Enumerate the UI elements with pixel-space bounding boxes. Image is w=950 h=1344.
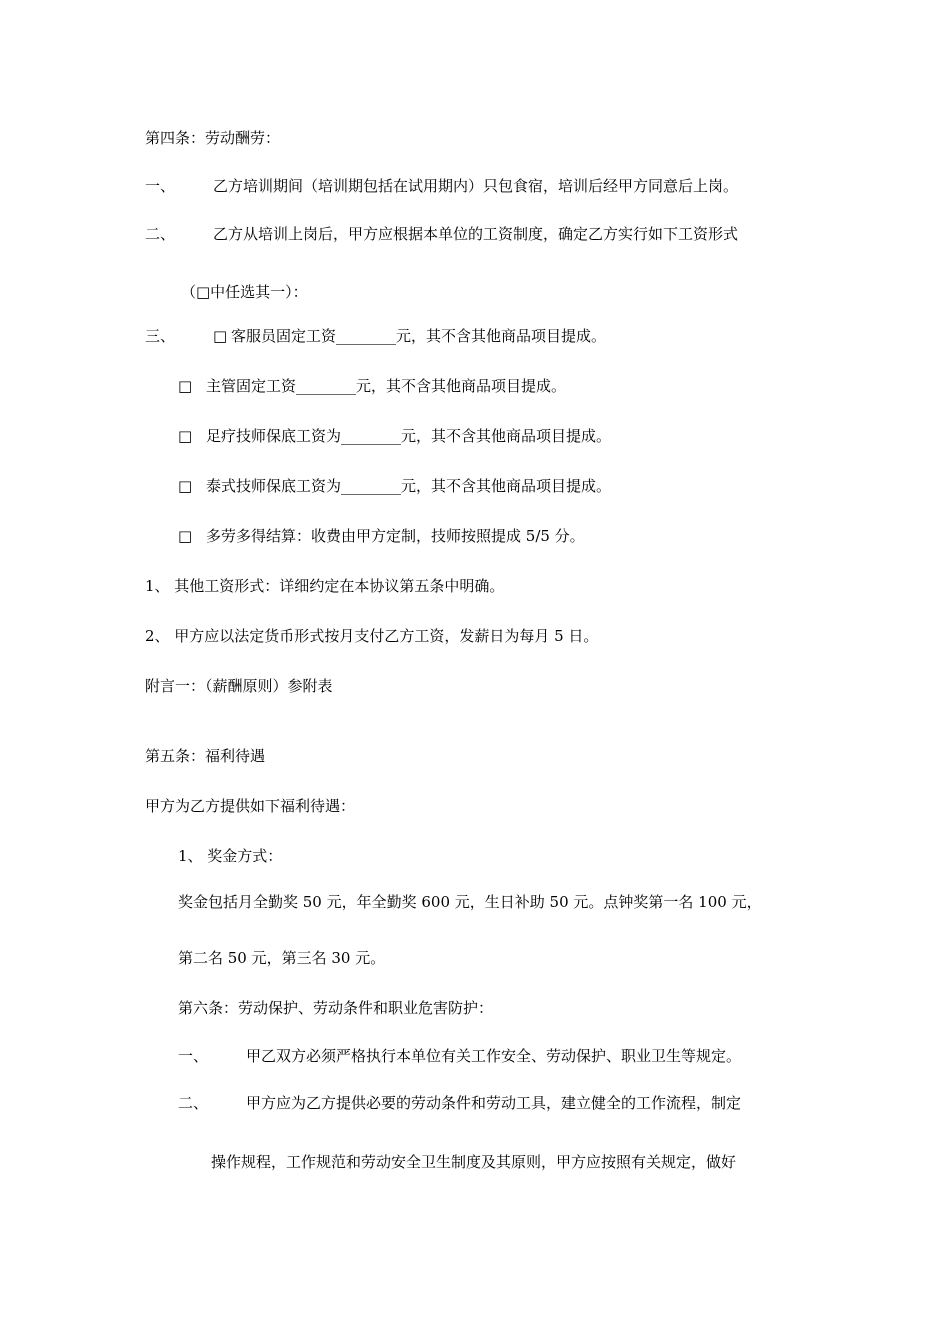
article5-intro: 甲方为乙方提供如下福利待遇： <box>145 797 356 815</box>
option-text: 足疗技师保底工资为________元，其不含其他商品项目提成。 <box>206 427 612 445</box>
item-text: 甲乙双方必须严格执行本单位有关工作安全、劳动保护、职业卫生等规定。 <box>246 1047 742 1065</box>
item-text: 乙方培训期间（培训期包括在试用期内）只包食宿，培训后经甲方同意后上岗。 <box>213 177 739 195</box>
salary-option <box>178 476 611 496</box>
bonus-line-1: 奖金包括月全勤奖 50 元，年全勤奖 600 元，生日补助 50 元。点钟奖第一名 100 元， <box>178 893 762 911</box>
bonus-heading: 1、 奖金方式： <box>178 847 283 865</box>
option-text: 泰式技师保底工资为________元，其不含其他商品项目提成。 <box>206 477 612 495</box>
article4-item2 <box>145 224 738 244</box>
article4-item2-continuation: （□中任选其一）： <box>181 283 308 301</box>
salary-option <box>178 376 566 396</box>
checkbox[interactable]: □ <box>178 527 193 545</box>
checkbox[interactable]: □ <box>213 327 228 345</box>
item-number: 三、 <box>145 327 176 345</box>
article4-heading: 第四条：劳动酬劳： <box>145 129 281 147</box>
item-number: 二、 <box>178 1094 209 1112</box>
article4-item3 <box>145 326 606 346</box>
item-number: 二、 <box>145 225 176 243</box>
checkbox[interactable]: □ <box>178 377 193 395</box>
article5-heading: 第五条：福利待遇 <box>145 747 266 765</box>
article4-point2: 2、 甲方应以法定货币形式按月支付乙方工资，发薪日为每月 5 日。 <box>145 627 599 645</box>
option-text: 主管固定工资________元，其不含其他商品项目提成。 <box>206 377 567 395</box>
salary-option <box>178 426 611 446</box>
article6-heading: 第六条：劳动保护、劳动条件和职业危害防护： <box>178 999 494 1017</box>
article4-appendix: 附言一：（薪酬原则）参附表 <box>145 677 333 695</box>
item-text: 甲方应为乙方提供必要的劳动条件和劳动工具，建立健全的工作流程，制定 <box>246 1094 742 1112</box>
checkbox[interactable]: □ <box>178 427 193 445</box>
item-number: 一、 <box>178 1047 209 1065</box>
bonus-line-2: 第二名 50 元，第三名 30 元。 <box>178 949 386 967</box>
article4-item1 <box>145 176 738 196</box>
item-text: 乙方从培训上岗后，甲方应根据本单位的工资制度，确定乙方实行如下工资形式 <box>213 225 739 243</box>
article6-item1 <box>178 1046 741 1066</box>
item-number: 一、 <box>145 177 176 195</box>
article4-point1: 1、 其他工资形式：详细约定在本协议第五条中明确。 <box>145 577 505 595</box>
article6-item2 <box>178 1093 741 1113</box>
article6-item2-continuation: 操作规程，工作规范和劳动安全卫生制度及其原则，甲方应按照有关规定，做好 <box>211 1153 737 1171</box>
salary-option <box>178 526 585 546</box>
option-text: 客服员固定工资________元，其不含其他商品项目提成。 <box>231 327 607 345</box>
option-text: 多劳多得结算：收费由甲方定制，技师按照提成 5/5 分。 <box>206 527 585 545</box>
checkbox[interactable]: □ <box>178 477 193 495</box>
